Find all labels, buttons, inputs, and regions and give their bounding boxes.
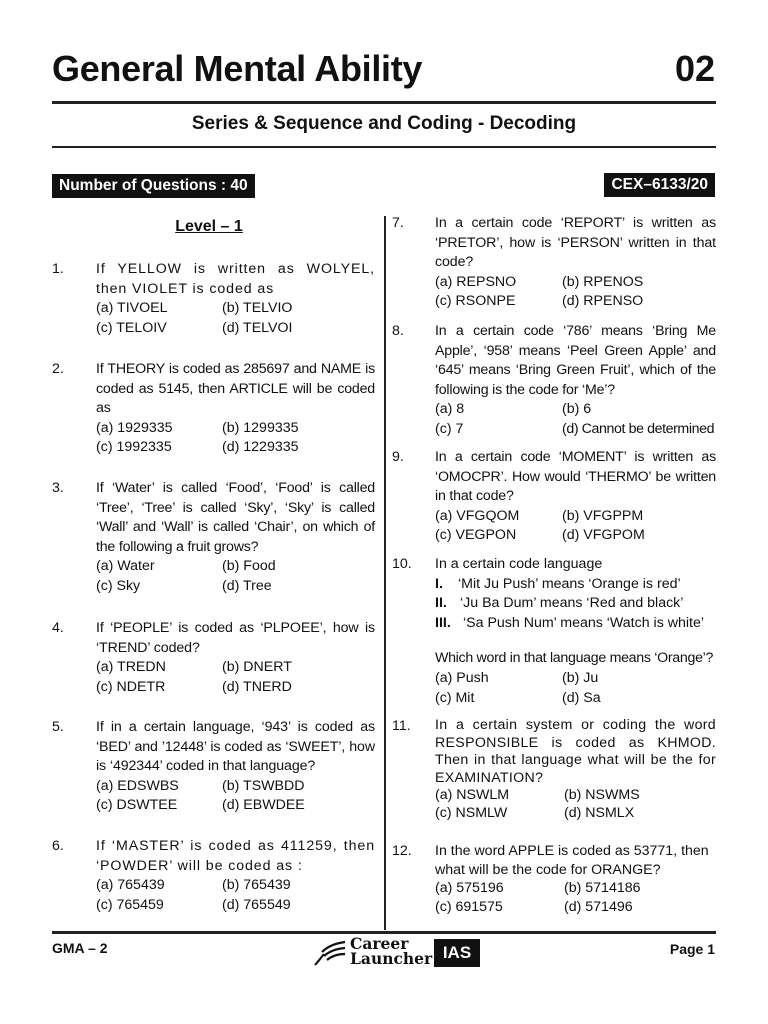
question-number: 6. xyxy=(52,838,64,854)
option-c: (c) DSWTEE xyxy=(96,797,178,814)
document-title: General Mental Ability xyxy=(52,48,423,89)
option-a: (a) TIVOEL xyxy=(96,300,168,317)
ias-logo-box: IAS xyxy=(434,939,480,967)
statement-1: I. ‘Mit Ju Push’ means ‘Orange is red’ xyxy=(435,575,681,592)
level-heading: Level – 1 xyxy=(175,218,243,235)
question-number: 4. xyxy=(52,620,64,636)
logo-line-2: Launcher xyxy=(350,949,433,968)
subtitle-rule xyxy=(52,146,716,148)
question-number: 1. xyxy=(52,261,64,277)
option-c: (c) Sky xyxy=(96,577,141,594)
option-d: (d) EBWDEE xyxy=(222,797,305,814)
career-launcher-logo xyxy=(350,936,432,966)
question-text: If THEORY is coded as 285697 and NAME is coded as 5145, then ARTICLE will be coded as xyxy=(96,361,375,417)
header-rule xyxy=(52,101,716,104)
option-a: (a) Push xyxy=(435,669,489,686)
option-d: (d) VFGPOM xyxy=(562,527,645,544)
option-d: (d) Cannot be determined xyxy=(562,420,715,437)
column-divider xyxy=(384,216,386,930)
option-a: (a) EDSWBS xyxy=(96,777,179,794)
option-a: (a) REPSNO xyxy=(435,273,517,290)
option-b: (b) TSWBDD xyxy=(222,777,305,794)
question-text: If YELLOW is written as WOLYEL, then VIOLET is coded as xyxy=(96,261,375,297)
question-text: In a certain code ‘MOMENT’ is written as ‘OMOCPR’. How would ‘THERMO’ be written in that code? xyxy=(435,449,716,505)
option-a: (a) TREDN xyxy=(96,659,166,676)
footer-code: GMA – 2 xyxy=(52,940,108,956)
statement-2: II. ‘Ju Ba Dum’ means ‘Red and black’ xyxy=(435,595,684,612)
question-text: In the word APPLE is coded as 53771, then what will be the code for ORANGE? xyxy=(435,843,709,878)
question-number: 11. xyxy=(392,718,411,734)
option-b: (b) DNERT xyxy=(222,659,292,676)
option-b: (b) RPENOS xyxy=(562,273,644,290)
option-d: (d) 571496 xyxy=(564,898,633,915)
option-d: (d) 765549 xyxy=(222,896,291,913)
question-text: If ‘Water’ is called ‘Food’, ‘Food’ is called ‘Tree’, ‘Tree’ is called ‘Sky’, ‘Sky’ is called ‘Wall’ and ‘Wall’ is called ‘Chair’, on which of the following a fruit grows? xyxy=(96,480,375,555)
option-a: (a) 1929335 xyxy=(96,419,173,436)
question-text: If ‘MASTER’ is coded as 411259, then ‘POWDER’ will be coded as : xyxy=(96,838,375,874)
option-b: (b) VFGPPM xyxy=(562,507,644,524)
statement-3: III. ‘Sa Push Num’ means ‘Watch is white’ xyxy=(435,614,705,631)
question-number: 3. xyxy=(52,480,64,496)
option-c: (c) NDETR xyxy=(96,678,166,695)
option-a: (a) VFGQOM xyxy=(435,507,520,524)
option-d: (d) Tree xyxy=(222,577,272,594)
option-d: (d) Sa xyxy=(562,689,601,706)
chapter-subtitle: Series & Sequence and Coding - Decoding xyxy=(191,113,577,134)
question-number: 2. xyxy=(52,361,64,377)
option-d: (d) 1229335 xyxy=(222,439,299,456)
question-text: In a certain system or coding the word RESPONSIBLE is coded as KHMOD. Then in that language what will be the for EXAMINATION? xyxy=(435,717,716,786)
option-d: (d) TELVOI xyxy=(222,319,293,336)
option-a: (a) 765439 xyxy=(96,877,165,894)
career-launcher-swoosh-icon xyxy=(312,938,348,968)
question-prompt: Which word in that language means ‘Orange’? xyxy=(435,650,714,667)
option-b: (b) 1299335 xyxy=(222,419,299,436)
option-a: (a) 8 xyxy=(435,401,465,418)
option-b: (b) 6 xyxy=(562,401,592,418)
question-number: 7. xyxy=(392,215,404,231)
option-d: (d) RPENSO xyxy=(562,293,644,310)
paper-code-badge: CEX–6133/20 xyxy=(604,173,715,197)
option-b: (b) TELVIO xyxy=(222,300,293,317)
option-c: (c) 1992335 xyxy=(96,439,172,456)
option-c: (c) Mit xyxy=(435,689,475,706)
question-text: In a certain code ‘REPORT’ is written as ‘PRETOR’, how is ‘PERSON’ written in that code? xyxy=(435,215,716,271)
option-c: (c) TELOIV xyxy=(96,319,167,336)
question-number: 10. xyxy=(392,556,412,572)
questions-count-badge: Number of Questions : 40 xyxy=(52,174,255,198)
question-number: 12. xyxy=(392,843,412,859)
option-b: (b) 765439 xyxy=(222,877,291,894)
option-c: (c) 691575 xyxy=(435,898,503,915)
option-c: (c) 7 xyxy=(435,420,464,437)
question-number: 9. xyxy=(392,449,404,465)
question-text: In a certain code language xyxy=(435,556,603,572)
option-b: (b) NSWMS xyxy=(564,787,640,803)
footer-page-number: Page 1 xyxy=(669,941,715,957)
option-d: (d) TNERD xyxy=(222,678,292,695)
option-c: (c) RSONPE xyxy=(435,293,516,310)
logo-line-1: Career xyxy=(350,934,409,953)
question-text: In a certain code ‘786’ means ‘Bring Me Apple’, ‘958’ means ‘Peel Green Apple’ and ‘645’ means ‘Bring Green Fruit’, which of the following is the code for ‘Me’? xyxy=(435,323,716,398)
option-a: (a) NSWLM xyxy=(435,787,510,803)
option-a: (a) 575196 xyxy=(435,880,504,896)
question-number: 8. xyxy=(392,323,404,339)
option-c: (c) 765459 xyxy=(96,896,164,913)
option-c: (c) NSMLW xyxy=(435,804,508,821)
option-d: (d) NSMLX xyxy=(564,804,635,821)
question-number: 5. xyxy=(52,719,64,735)
chapter-number: 02 xyxy=(674,48,715,89)
question-text: If ‘PEOPLE’ is coded as ‘PLPOEE’, how is ‘TREND’ coded? xyxy=(96,620,375,656)
option-b: (b) Ju xyxy=(562,669,599,686)
option-b: (b) 5714186 xyxy=(564,880,641,896)
question-text: If in a certain language, ‘943’ is coded as ‘BED’ and ’12448’ is coded as ‘SWEET’, how is ‘492344’ coded in that language? xyxy=(96,719,375,775)
option-a: (a) Water xyxy=(96,558,155,575)
option-c: (c) VEGPON xyxy=(435,527,517,544)
option-b: (b) Food xyxy=(222,558,276,575)
